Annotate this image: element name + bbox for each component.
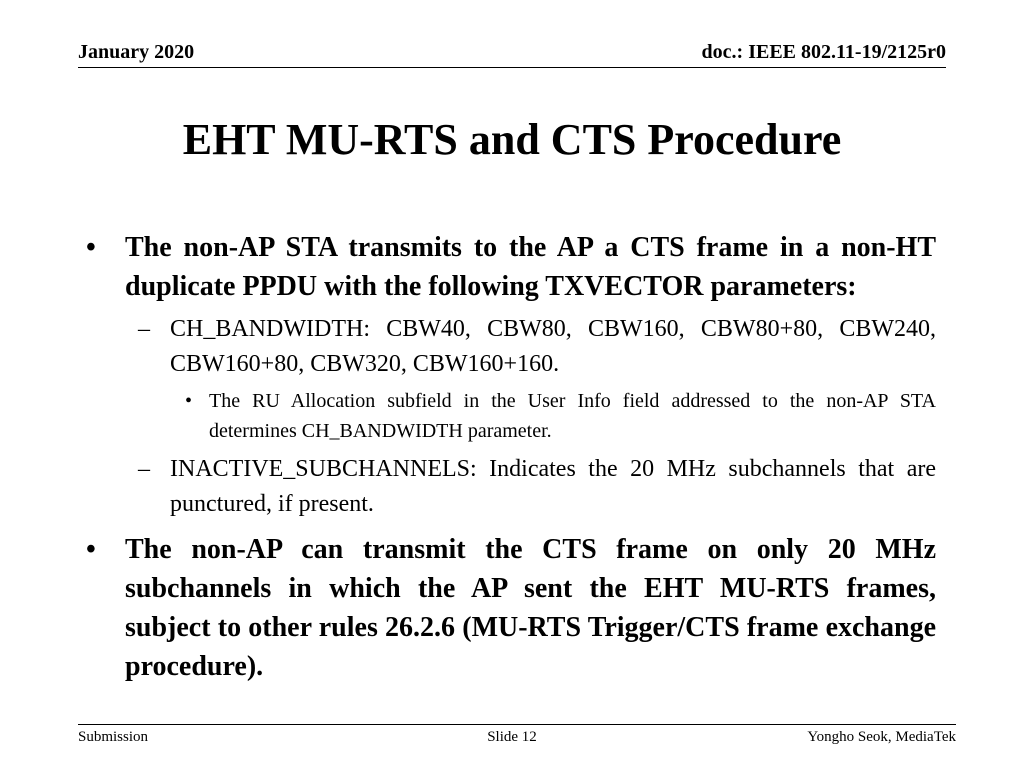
slide-body <box>80 228 936 686</box>
sub-bullet-inactive-subchannels-text: INACTIVE_SUBCHANNELS: Indicates the 20 MHz subchannels that are punctured, if present. <box>170 456 936 517</box>
header-date: January 2020 <box>78 41 195 63</box>
footer-divider <box>78 724 956 725</box>
dash-marker: – <box>138 456 150 482</box>
footer-author: Yongho Seok, MediaTek <box>807 729 956 745</box>
sub-bullet-ch-bandwidth <box>138 312 936 382</box>
dash-marker: – <box>138 316 150 342</box>
sub-bullet-inactive-subchannels <box>138 452 936 522</box>
bullet-1-text: The non-AP STA transmits to the AP a CTS frame in a non-HT duplicate PPDU with the following TXVECTOR parameters: <box>125 232 936 302</box>
sub-sub-bullet-ru-allocation <box>185 386 936 446</box>
bullet-2-text: The non-AP can transmit the CTS frame on only 20 MHz subchannels in which the AP sent the EHT MU-RTS frames, subject to other rules 26.2.6 (MU-RTS Trigger/CTS frame exchange procedure). <box>125 534 936 682</box>
bullet-marker: • <box>86 232 96 263</box>
bullet-2 <box>80 530 936 686</box>
sub-bullet-ch-bandwidth-text: CH_BANDWIDTH: CBW40, CBW80, CBW160, CBW80+80, CBW240, CBW160+80, CBW320, CBW160+160. <box>170 316 936 377</box>
slide-title: EHT MU-RTS and CTS Procedure <box>182 115 842 164</box>
bullet-marker: • <box>86 534 96 565</box>
footer-submission: Submission <box>78 729 149 745</box>
sub-sub-bullet-ru-allocation-text: The RU Allocation subfield in the User Info field addressed to the non-AP STA determines CH_BANDWIDTH parameter. <box>209 390 936 442</box>
bullet-1 <box>80 228 936 306</box>
header-doc-number: doc.: IEEE 802.11-19/2125r0 <box>701 41 946 63</box>
header-divider <box>78 67 946 68</box>
footer-slide-number: Slide 12 <box>487 729 537 745</box>
small-bullet-marker: • <box>185 390 193 412</box>
